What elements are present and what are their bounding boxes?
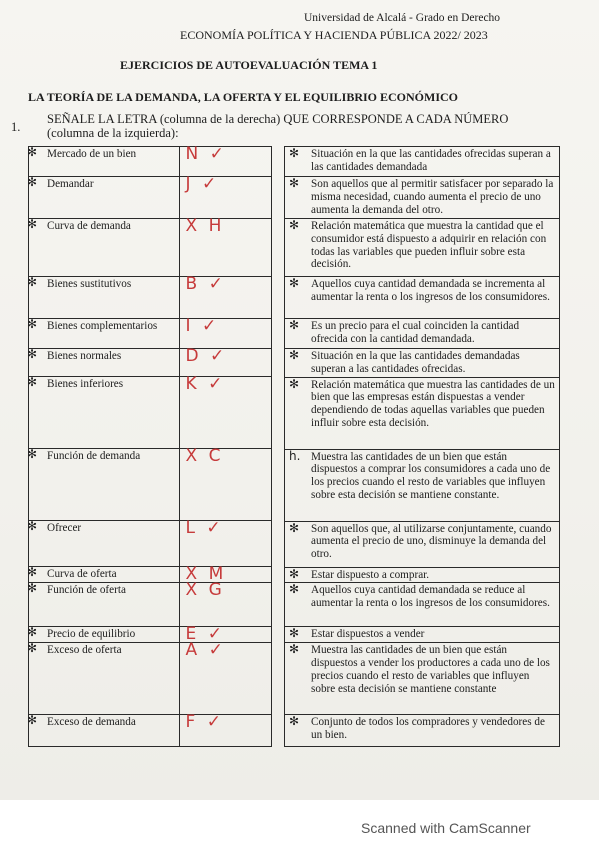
right-item <box>285 349 560 378</box>
left-item <box>29 567 180 583</box>
scanner-footer <box>0 800 599 848</box>
crossed-letter-mark: ✻ <box>289 376 300 391</box>
right-column-table <box>284 146 560 747</box>
course-header: ECONOMÍA POLÍTICA Y HACIENDA PÚBLICA 2022/ 2023 <box>180 28 488 42</box>
left-item <box>29 319 180 349</box>
left-item-label: Curva de oferta <box>47 568 117 580</box>
crossed-letter-mark: h. <box>289 448 301 463</box>
handwritten-answer: N ✓ <box>179 147 271 177</box>
right-item-text: Aquellos cuya cantidad demandada se reduce al aumentar la renta o los ingresos de los consumidores. <box>311 584 550 610</box>
right-item-text: Muestra las cantidades de un bien que están dispuestos a vender los productores a cada uno de los precios cuando el resto de variables que influyen sobre esta decisión se mantiene constante <box>311 644 550 695</box>
left-item <box>29 177 180 219</box>
left-item-label: Exceso de oferta <box>47 643 122 656</box>
handwritten-answer: K ✓ <box>179 377 271 449</box>
handwritten-answer: L ✓ <box>179 521 271 567</box>
handwritten-answer: D ✓ <box>179 349 271 377</box>
crossed-letter-mark: ✻ <box>289 714 300 729</box>
left-item <box>29 582 180 626</box>
left-item <box>29 147 180 177</box>
crossed-letter-mark: ✻ <box>289 218 300 232</box>
exercises-title: EJERCICIOS DE AUTOEVALUACIÓN TEMA 1 <box>120 58 378 72</box>
right-item <box>285 449 560 521</box>
handwritten-answer: X G <box>179 582 271 626</box>
left-item <box>29 349 180 377</box>
right-item-text: Aquellos cuya cantidad demandada se incrementa al aumentar la renta o los ingresos de los consumidores. <box>311 278 550 303</box>
crossed-number-mark: ✻ <box>27 712 38 727</box>
right-item-text: Relación matemática que muestra la cantidad que el consumidor está dispuesto a adquirir en relación con todas las variables que pueden influir sobre esta decisión. <box>311 220 547 271</box>
left-item <box>29 449 180 521</box>
left-item-label: Curva de demanda <box>47 220 131 232</box>
left-column-table <box>28 146 272 747</box>
left-item-label: Bienes sustitutivos <box>47 278 132 290</box>
crossed-letter-mark: ✻ <box>289 566 300 581</box>
crossed-number-mark: ✻ <box>27 145 38 159</box>
crossed-letter-mark: ✻ <box>289 582 300 597</box>
handwritten-answer: J ✓ <box>179 177 271 219</box>
right-item-text: Conjunto de todos los compradores y vendedores de un bien. <box>311 716 545 741</box>
right-item <box>285 319 560 349</box>
crossed-number-mark: ✻ <box>27 580 38 595</box>
crossed-number-mark: ✻ <box>27 565 38 579</box>
scanner-watermark: Scanned with CamScanner <box>361 820 531 836</box>
crossed-letter-mark: ✻ <box>289 520 300 535</box>
right-item-text: Es un precio para el cual coinciden la cantidad ofrecida con la cantidad demandada. <box>311 320 520 345</box>
crossed-number-mark: ✻ <box>27 447 38 461</box>
left-item <box>29 521 180 567</box>
right-item <box>285 377 560 449</box>
left-item <box>29 714 180 746</box>
topic-title: LA TEORÍA DE LA DEMANDA, LA OFERTA Y EL EQUILIBRIO ECONÓMICO <box>28 90 458 104</box>
crossed-number-mark: ✻ <box>27 175 38 189</box>
right-item-text: Estar dispuestos a vender <box>311 628 425 641</box>
left-item-label: Ofrecer <box>47 522 82 534</box>
crossed-letter-mark: ✻ <box>289 146 300 160</box>
university-header: Universidad de Alcalá - Grado en Derecho <box>304 12 501 24</box>
left-item-label: Mercado de un bien <box>47 148 137 160</box>
right-item <box>285 567 560 583</box>
crossed-number-mark: ✻ <box>27 640 38 655</box>
right-item <box>285 277 560 319</box>
handwritten-answer: B ✓ <box>179 277 271 319</box>
crossed-number-mark: ✻ <box>27 275 38 289</box>
right-item <box>285 583 560 627</box>
crossed-number-mark: ✻ <box>27 217 38 231</box>
crossed-number-mark: ✻ <box>27 347 38 361</box>
crossed-letter-mark: ✻ <box>289 176 300 190</box>
left-item <box>29 642 180 714</box>
left-item-label: Función de demanda <box>47 450 141 462</box>
left-item <box>29 626 180 642</box>
crossed-number-mark: ✻ <box>27 317 38 331</box>
right-item-text: Muestra las cantidades de un bien que están dispuestos a comprar los consumidores a cada uno de los precios cuando el resto de variables que influyen sobre esta decisión se mantiene constante. <box>311 450 551 501</box>
right-item-text: Relación matemática que muestra las cantidades de un bien que las empresas están dispuestas a vender dependiendo de todas aquellas variables que pueden influir sobre esta decisión. <box>311 378 555 429</box>
right-item <box>285 521 560 567</box>
right-item-text: Son aquellos que, al utilizarse conjuntamente, cuando aumenta el precio de uno, disminuye la demanda del otro. <box>311 522 552 561</box>
handwritten-answer: X M <box>179 567 271 583</box>
question-text: SEÑALE LA LETRA (columna de la derecha) QUE CORRESPONDE A CADA NÚMERO (columna de la izquierda): <box>47 112 509 140</box>
crossed-number-mark: ✻ <box>27 375 38 389</box>
left-item-label: Exceso de demanda <box>47 715 136 728</box>
handwritten-answer: X H <box>179 219 271 277</box>
right-item <box>285 643 560 715</box>
right-item-text: Situación en la que las cantidades demandadas superan a las cantidades ofrecidas. <box>311 350 520 375</box>
left-item <box>29 219 180 277</box>
right-item-text: Son aquellos que al permitir satisfacer por separado la misma necesidad, cuando aumenta el precio de uno aumenta la demanda del otro. <box>311 178 554 216</box>
left-item-label: Bienes complementarios <box>47 320 158 332</box>
crossed-number-mark: ✻ <box>27 519 38 533</box>
crossed-letter-mark: ✻ <box>289 626 300 641</box>
right-item-text: Situación en la que las cantidades ofrecidas superan a las cantidades demandada <box>311 148 551 173</box>
handwritten-answer: X C <box>179 449 271 521</box>
left-item-label: Bienes inferiores <box>47 378 124 390</box>
handwritten-answer: I ✓ <box>179 319 271 349</box>
right-item-text: Estar dispuesto a comprar. <box>311 568 430 581</box>
right-item <box>285 219 560 277</box>
right-item <box>285 177 560 219</box>
right-item <box>285 627 560 643</box>
right-item <box>285 147 560 177</box>
handwritten-answer: A ✓ <box>179 642 271 714</box>
crossed-letter-mark: ✻ <box>289 276 300 290</box>
left-item-label: Bienes normales <box>47 350 122 362</box>
crossed-number-mark: ✻ <box>27 624 38 639</box>
left-item <box>29 277 180 319</box>
handwritten-answer: E ✓ <box>179 626 271 642</box>
left-item-label: Demandar <box>47 178 94 190</box>
left-item-label: Precio de equilibrio <box>47 627 136 640</box>
crossed-letter-mark: ✻ <box>289 348 300 362</box>
handwritten-answer: F ✓ <box>179 714 271 746</box>
left-item-label: Función de oferta <box>47 583 126 596</box>
right-item <box>285 715 560 747</box>
crossed-letter-mark: ✻ <box>289 318 300 332</box>
question-number: 1. <box>11 120 21 134</box>
left-item <box>29 377 180 449</box>
crossed-letter-mark: ✻ <box>289 642 300 657</box>
